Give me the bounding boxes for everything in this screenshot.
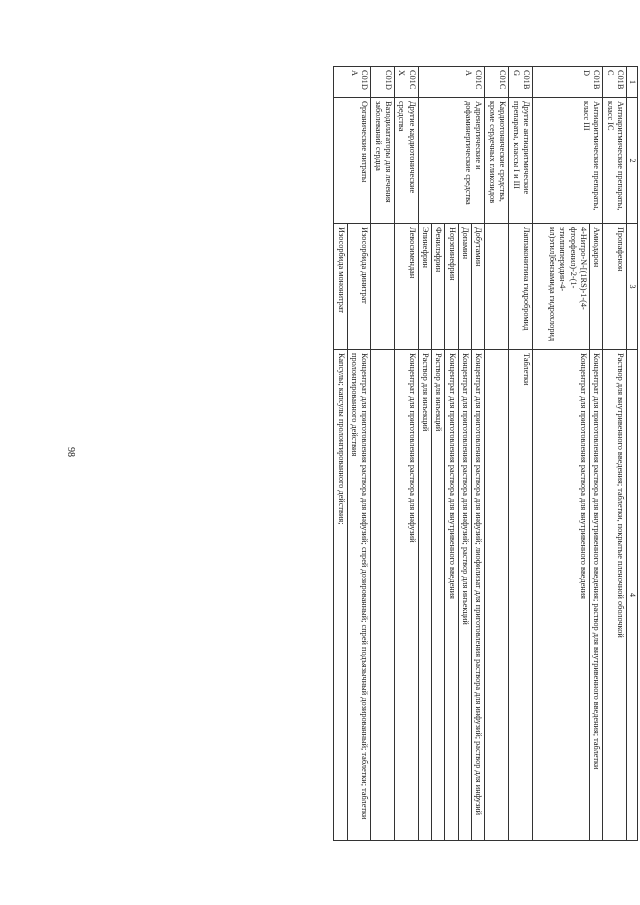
dosage-forms: Концентрат для приготовления раствора для внутривенного введения; раствор для внутривенного введения; таблетки (589, 350, 602, 841)
table-row (485, 67, 509, 841)
table-row (472, 67, 485, 841)
table-row (589, 67, 602, 841)
drug-table (333, 66, 638, 841)
atc-group: Адренергические и дофаминергические средства (418, 98, 485, 224)
header-cell: 2 (627, 98, 638, 224)
atc-code: C01BC (603, 67, 627, 98)
substance-name: Изосорбида динитрат (347, 224, 371, 350)
atc-code: C01DA (334, 67, 371, 98)
dosage-forms: Концентрат для приготовления раствора для внутривенного введения (445, 350, 458, 841)
dosage-forms: Концентрат для приготовления раствора для внутривенного введения (532, 350, 589, 841)
substance-name: Фенилэфрин (432, 224, 445, 350)
atc-code: C01C (485, 67, 509, 98)
atc-group: Органические нитраты (334, 98, 371, 224)
dosage-forms: Раствор для инъекций (432, 350, 445, 841)
substance-name (485, 224, 509, 350)
substance-name (371, 224, 395, 350)
header-cell: 1 (627, 67, 638, 98)
atc-group: Антиаритмические препараты, класс IC (603, 98, 627, 224)
atc-code: C01CA (418, 67, 485, 98)
dosage-forms: Концентрат для приготовления раствора для инфузий (394, 350, 418, 841)
substance-name: 4-Нитро-N-[(1RS)-1-(4-фторфенил)-2-(1-этилпиперидин-4-ил)этил]бензамида гидрохлорид (532, 224, 589, 350)
table-header-row (627, 67, 638, 841)
atc-code: C01D (371, 67, 395, 98)
header-cell: 3 (627, 224, 638, 350)
dosage-forms: Раствор для внутривенного введения; таблетки, покрытые пленочной оболочкой (603, 350, 627, 841)
table-row (347, 67, 371, 841)
dosage-forms: Концентрат для приготовления раствора для инфузий; лиофилизат для приготовления раствора для инфузий; раствор для инфузий (472, 350, 485, 841)
dosage-forms: Концентрат для приготовления раствора для инфузий; спрей дозированный; спрей подъязычный дозированный; таблетки; таблетки пролонгированного действия (347, 350, 371, 841)
rotated-table-container (200, 66, 638, 840)
substance-name: Норэпинефрин (445, 224, 458, 350)
substance-name: Амиодарон (589, 224, 602, 350)
substance-name: Эпинефрин (418, 224, 431, 350)
dosage-forms: Концентрат для приготовления раствора для инфузий; раствор для инъекций (458, 350, 471, 841)
dosage-forms: Раствор для инъекций (418, 350, 431, 841)
dosage-forms: Капсулы; капсулы пролонгированного действия; (334, 350, 347, 841)
atc-group: Вазодилататоры для лечения заболеваний сердца (371, 98, 395, 224)
page-number: 98 (65, 447, 76, 457)
table-row (394, 67, 418, 841)
table-row (603, 67, 627, 841)
atc-group: Другие антиаритмические препараты, классы I и III (509, 98, 533, 224)
substance-name: Добутамин (472, 224, 485, 350)
substance-name: Лаппаконитина гидробромид (509, 224, 533, 350)
dosage-forms (485, 350, 509, 841)
header-cell: 4 (627, 350, 638, 841)
atc-group: Кардиотонические средства, кроме сердечных гликозидов (485, 98, 509, 224)
table-row (509, 67, 533, 841)
substance-name: Левосимендан (394, 224, 418, 350)
substance-name: Пропафенон (603, 224, 627, 350)
dosage-forms (371, 350, 395, 841)
atc-code: C01CX (394, 67, 418, 98)
substance-name: Изосорбида мононитрат (334, 224, 347, 350)
atc-code: C01BG (509, 67, 533, 98)
atc-group: Антиаритмические препараты, класс III (532, 98, 602, 224)
atc-code: C01BD (532, 67, 602, 98)
table-row (371, 67, 395, 841)
atc-group: Другие кардиотонические средства (394, 98, 418, 224)
substance-name: Допамин (458, 224, 471, 350)
dosage-forms: Таблетки (509, 350, 533, 841)
